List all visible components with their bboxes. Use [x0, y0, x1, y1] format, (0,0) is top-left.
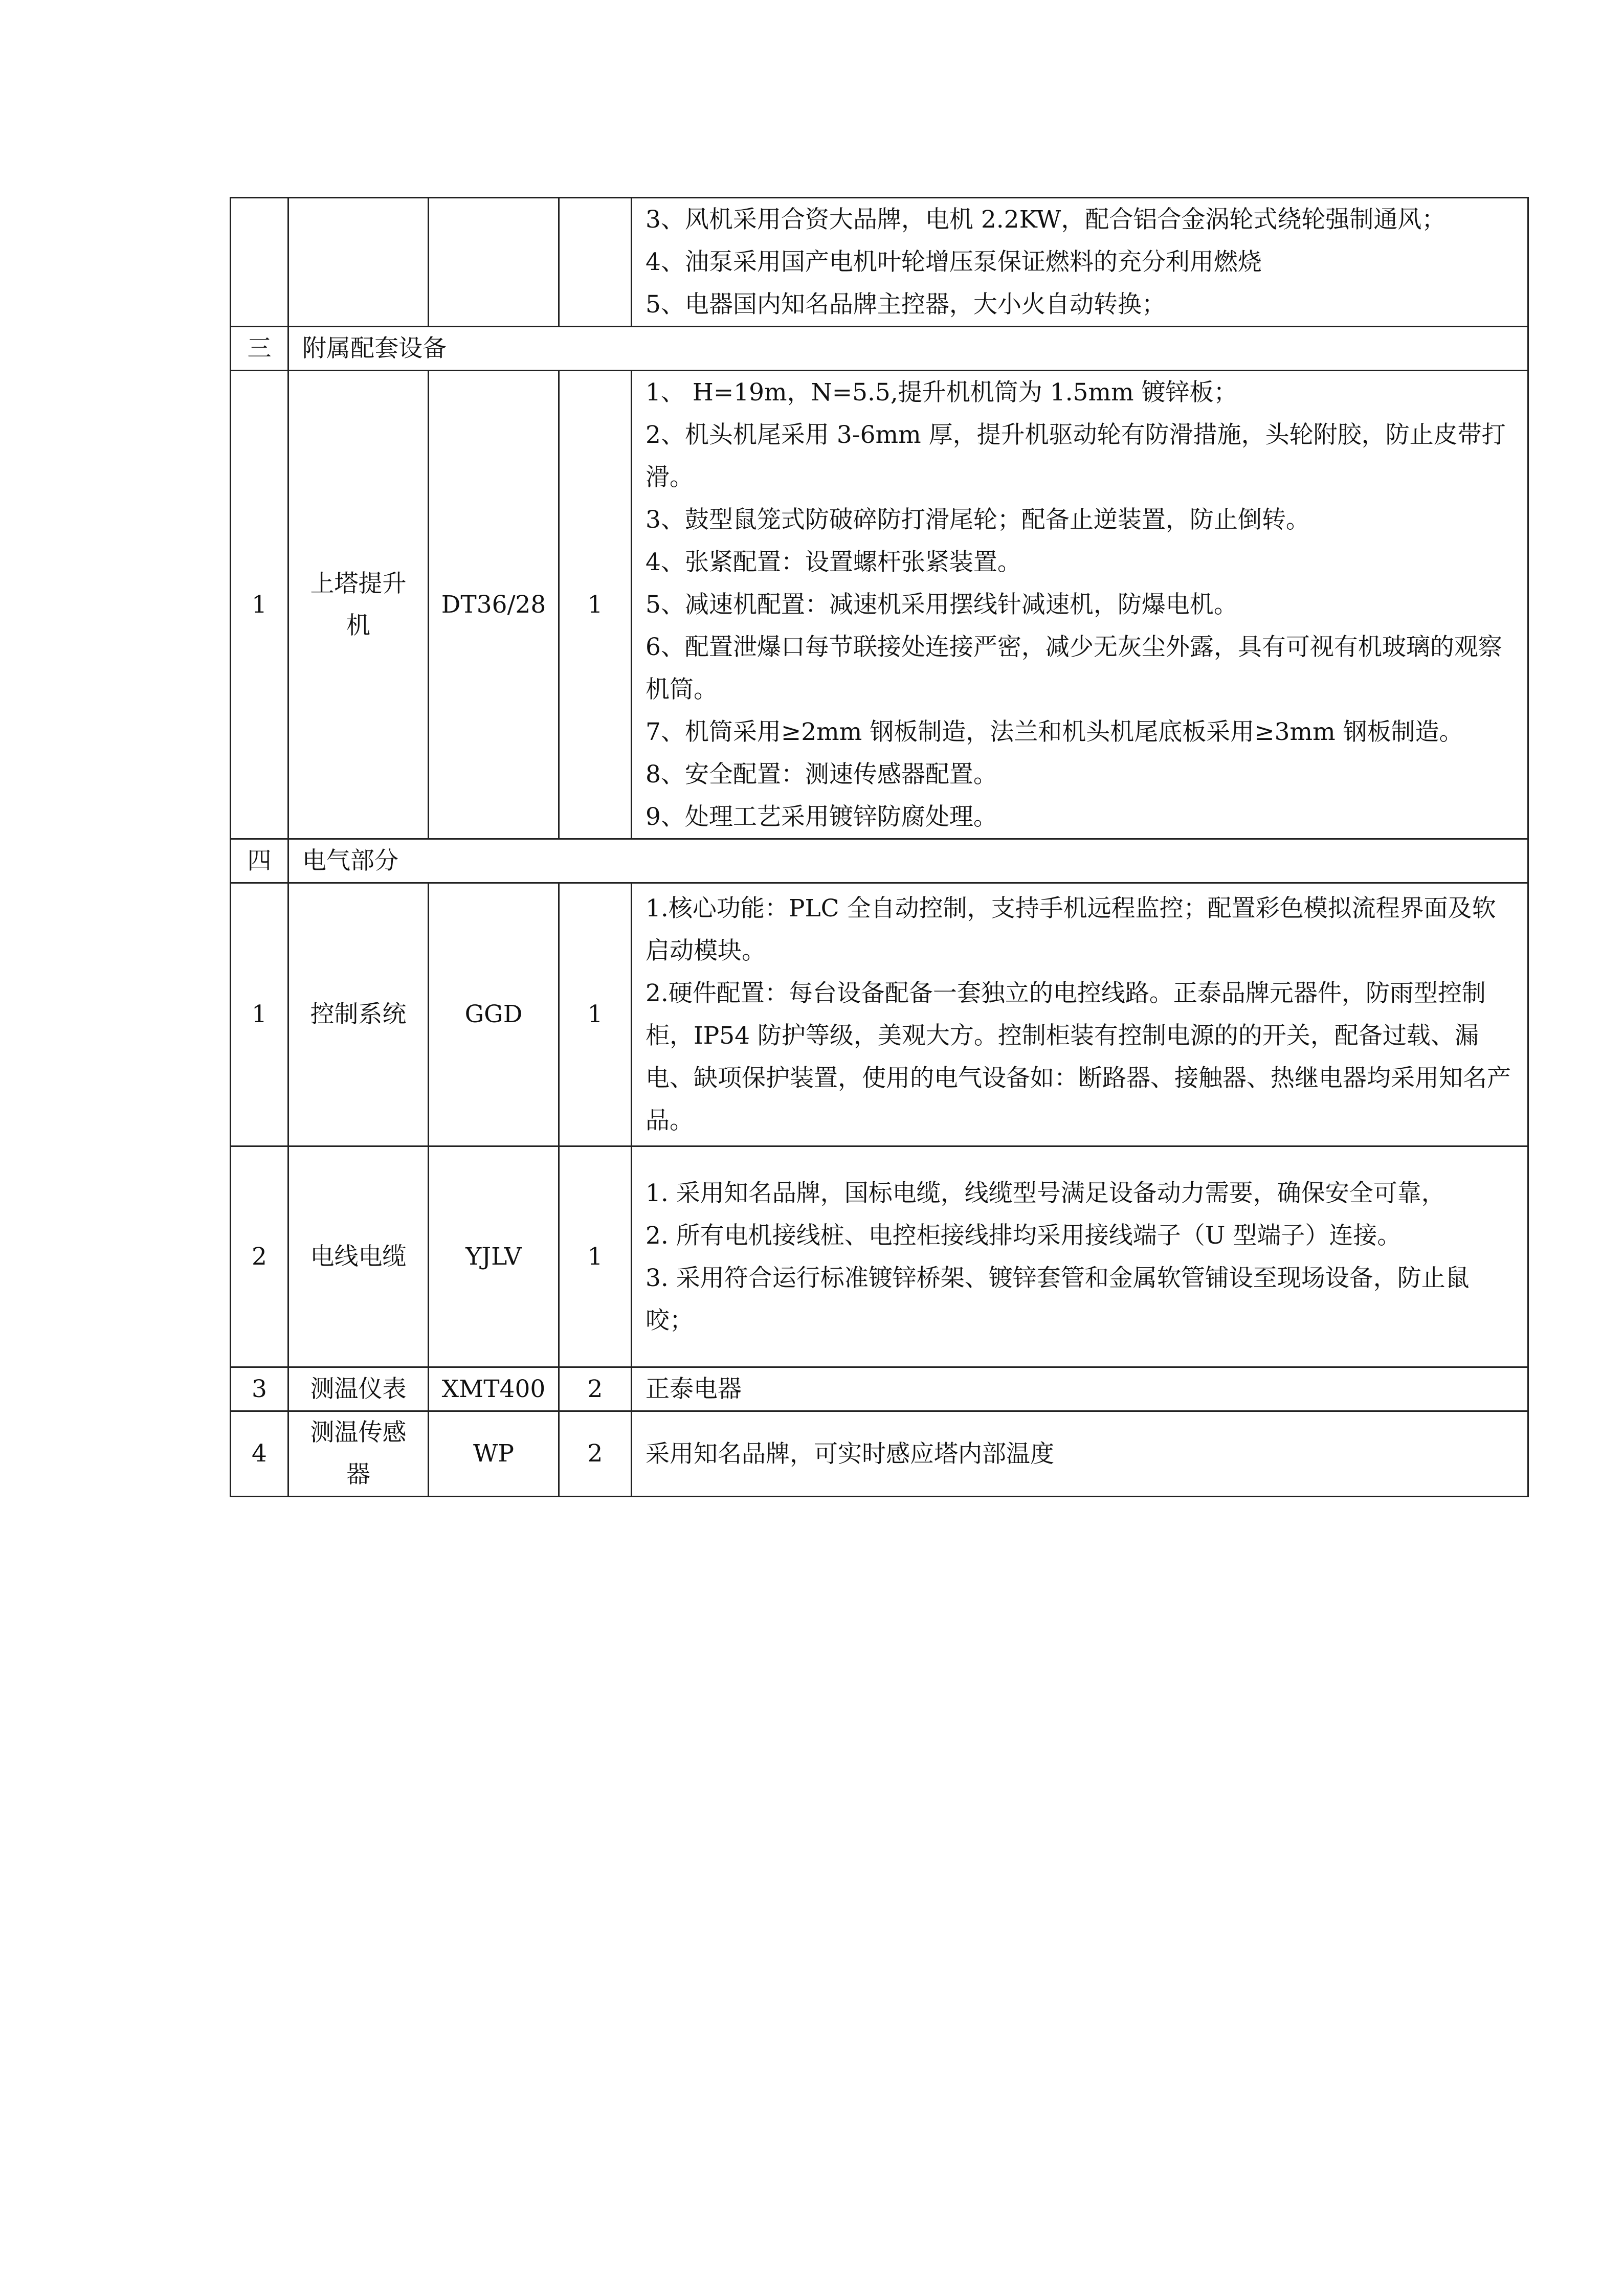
equipment-name — [288, 198, 429, 327]
row-number: 4 — [231, 1411, 288, 1497]
section-number: 四 — [231, 839, 288, 883]
description-line: 5、电器国内知名品牌主控器，大小火自动转换； — [646, 290, 1166, 319]
quantity: 1 — [559, 371, 632, 839]
description-cell — [632, 371, 1528, 839]
model-number: YJLV — [429, 1146, 559, 1367]
equipment-name-cell — [288, 1411, 429, 1497]
equipment-name: 上塔提升机 — [310, 569, 407, 640]
row-number: 1 — [231, 883, 288, 1146]
description-line: 1.核心功能：PLC 全自动控制，支持手机远程监控；配置彩色模拟流程界面及软启动模块。 — [646, 894, 1496, 965]
quantity: 2 — [559, 1411, 632, 1497]
table-row — [231, 371, 1528, 839]
section-title: 附属配套设备 — [288, 327, 1528, 371]
description-cell — [632, 198, 1528, 327]
model-number: DT36/28 — [429, 371, 559, 839]
quantity: 1 — [559, 1146, 632, 1367]
quantity — [559, 198, 632, 327]
description-line: 正泰电器 — [646, 1375, 742, 1403]
equipment-name-cell — [288, 883, 429, 1146]
description-line: 2.硬件配置：每台设备配备一套独立的电控线路。正泰品牌元器件，防雨型控制柜，IP54 防护等级，美观大方。控制柜装有控制电源的的开关，配备过载、漏电、缺项保护装置，使用的电气设备如：断路器、接触器、热继电器均采用知名产品。 — [646, 979, 1511, 1135]
description-line: 7、机筒采用≥2mm 钢板制造，法兰和机头机尾底板采用≥3mm 钢板制造。 — [646, 718, 1463, 746]
section-number: 三 — [231, 327, 288, 371]
description-cell — [632, 883, 1528, 1146]
equipment-name: 电线电缆 — [310, 1242, 407, 1271]
description-cell — [632, 1411, 1528, 1497]
equipment-name-cell — [288, 1146, 429, 1367]
description-line: 4、油泵采用国产电机叶轮增压泵保证燃料的充分利用燃烧 — [646, 248, 1262, 276]
description-line: 3、鼓型鼠笼式防破碎防打滑尾轮；配备止逆装置，防止倒转。 — [646, 506, 1310, 534]
model-number — [429, 198, 559, 327]
equipment-spec-table — [230, 197, 1529, 1497]
description-line: 3. 采用符合运行标准镀锌桥架、镀锌套管和金属软管铺设至现场设备，防止鼠咬； — [646, 1264, 1470, 1335]
table-row — [231, 198, 1528, 327]
equipment-name-cell — [288, 371, 429, 839]
description-line: 2、机头机尾采用 3-6mm 厚，提升机驱动轮有防滑措施，头轮附胶，防止皮带打滑。 — [646, 421, 1506, 491]
quantity: 1 — [559, 883, 632, 1146]
row-number: 3 — [231, 1367, 288, 1411]
description-cell — [632, 1146, 1528, 1367]
table-row — [231, 1146, 1528, 1367]
section-header-row — [231, 327, 1528, 371]
model-number: XMT400 — [429, 1367, 559, 1411]
description-line: 9、处理工艺采用镀锌防腐处理。 — [646, 803, 997, 831]
description-line: 1、 H=19m，N=5.5,提升机机筒为 1.5mm 镀锌板； — [646, 378, 1238, 407]
description-line: 3、风机采用合资大品牌，电机 2.2KW，配合铝合金涡轮式绕轮强制通风； — [646, 206, 1446, 234]
description-cell — [632, 1367, 1528, 1411]
equipment-name: 测温传感器 — [310, 1419, 407, 1489]
equipment-name: 控制系统 — [310, 1000, 407, 1028]
equipment-name: 测温仪表 — [310, 1375, 407, 1403]
equipment-name-cell — [288, 1367, 429, 1411]
model-number: WP — [429, 1411, 559, 1497]
description-line: 采用知名品牌，可实时感应塔内部温度 — [646, 1439, 1054, 1468]
section-title: 电气部分 — [288, 839, 1528, 883]
table-row — [231, 883, 1528, 1146]
row-number: 2 — [231, 1146, 288, 1367]
description-line: 2. 所有电机接线桩、电控柜接线排均采用接线端子（U 型端子）连接。 — [646, 1221, 1401, 1250]
description-line: 6、配置泄爆口每节联接处连接严密，减少无灰尘外露，具有可视有机玻璃的观察机筒。 — [646, 633, 1502, 704]
table-row — [231, 1367, 1528, 1411]
description-line: 4、张紧配置：设置螺杆张紧装置。 — [646, 548, 1021, 576]
quantity: 2 — [559, 1367, 632, 1411]
row-number: 1 — [231, 371, 288, 839]
description-line: 8、安全配置：测速传感器配置。 — [646, 760, 997, 789]
description-line: 5、减速机配置：减速机采用摆线针减速机，防爆电机。 — [646, 591, 1238, 619]
table-row — [231, 1411, 1528, 1497]
description-line: 1. 采用知名品牌，国标电缆，线缆型号满足设备动力需要，确保安全可靠， — [646, 1179, 1445, 1207]
section-header-row — [231, 839, 1528, 883]
model-number: GGD — [429, 883, 559, 1146]
row-number — [231, 198, 288, 327]
